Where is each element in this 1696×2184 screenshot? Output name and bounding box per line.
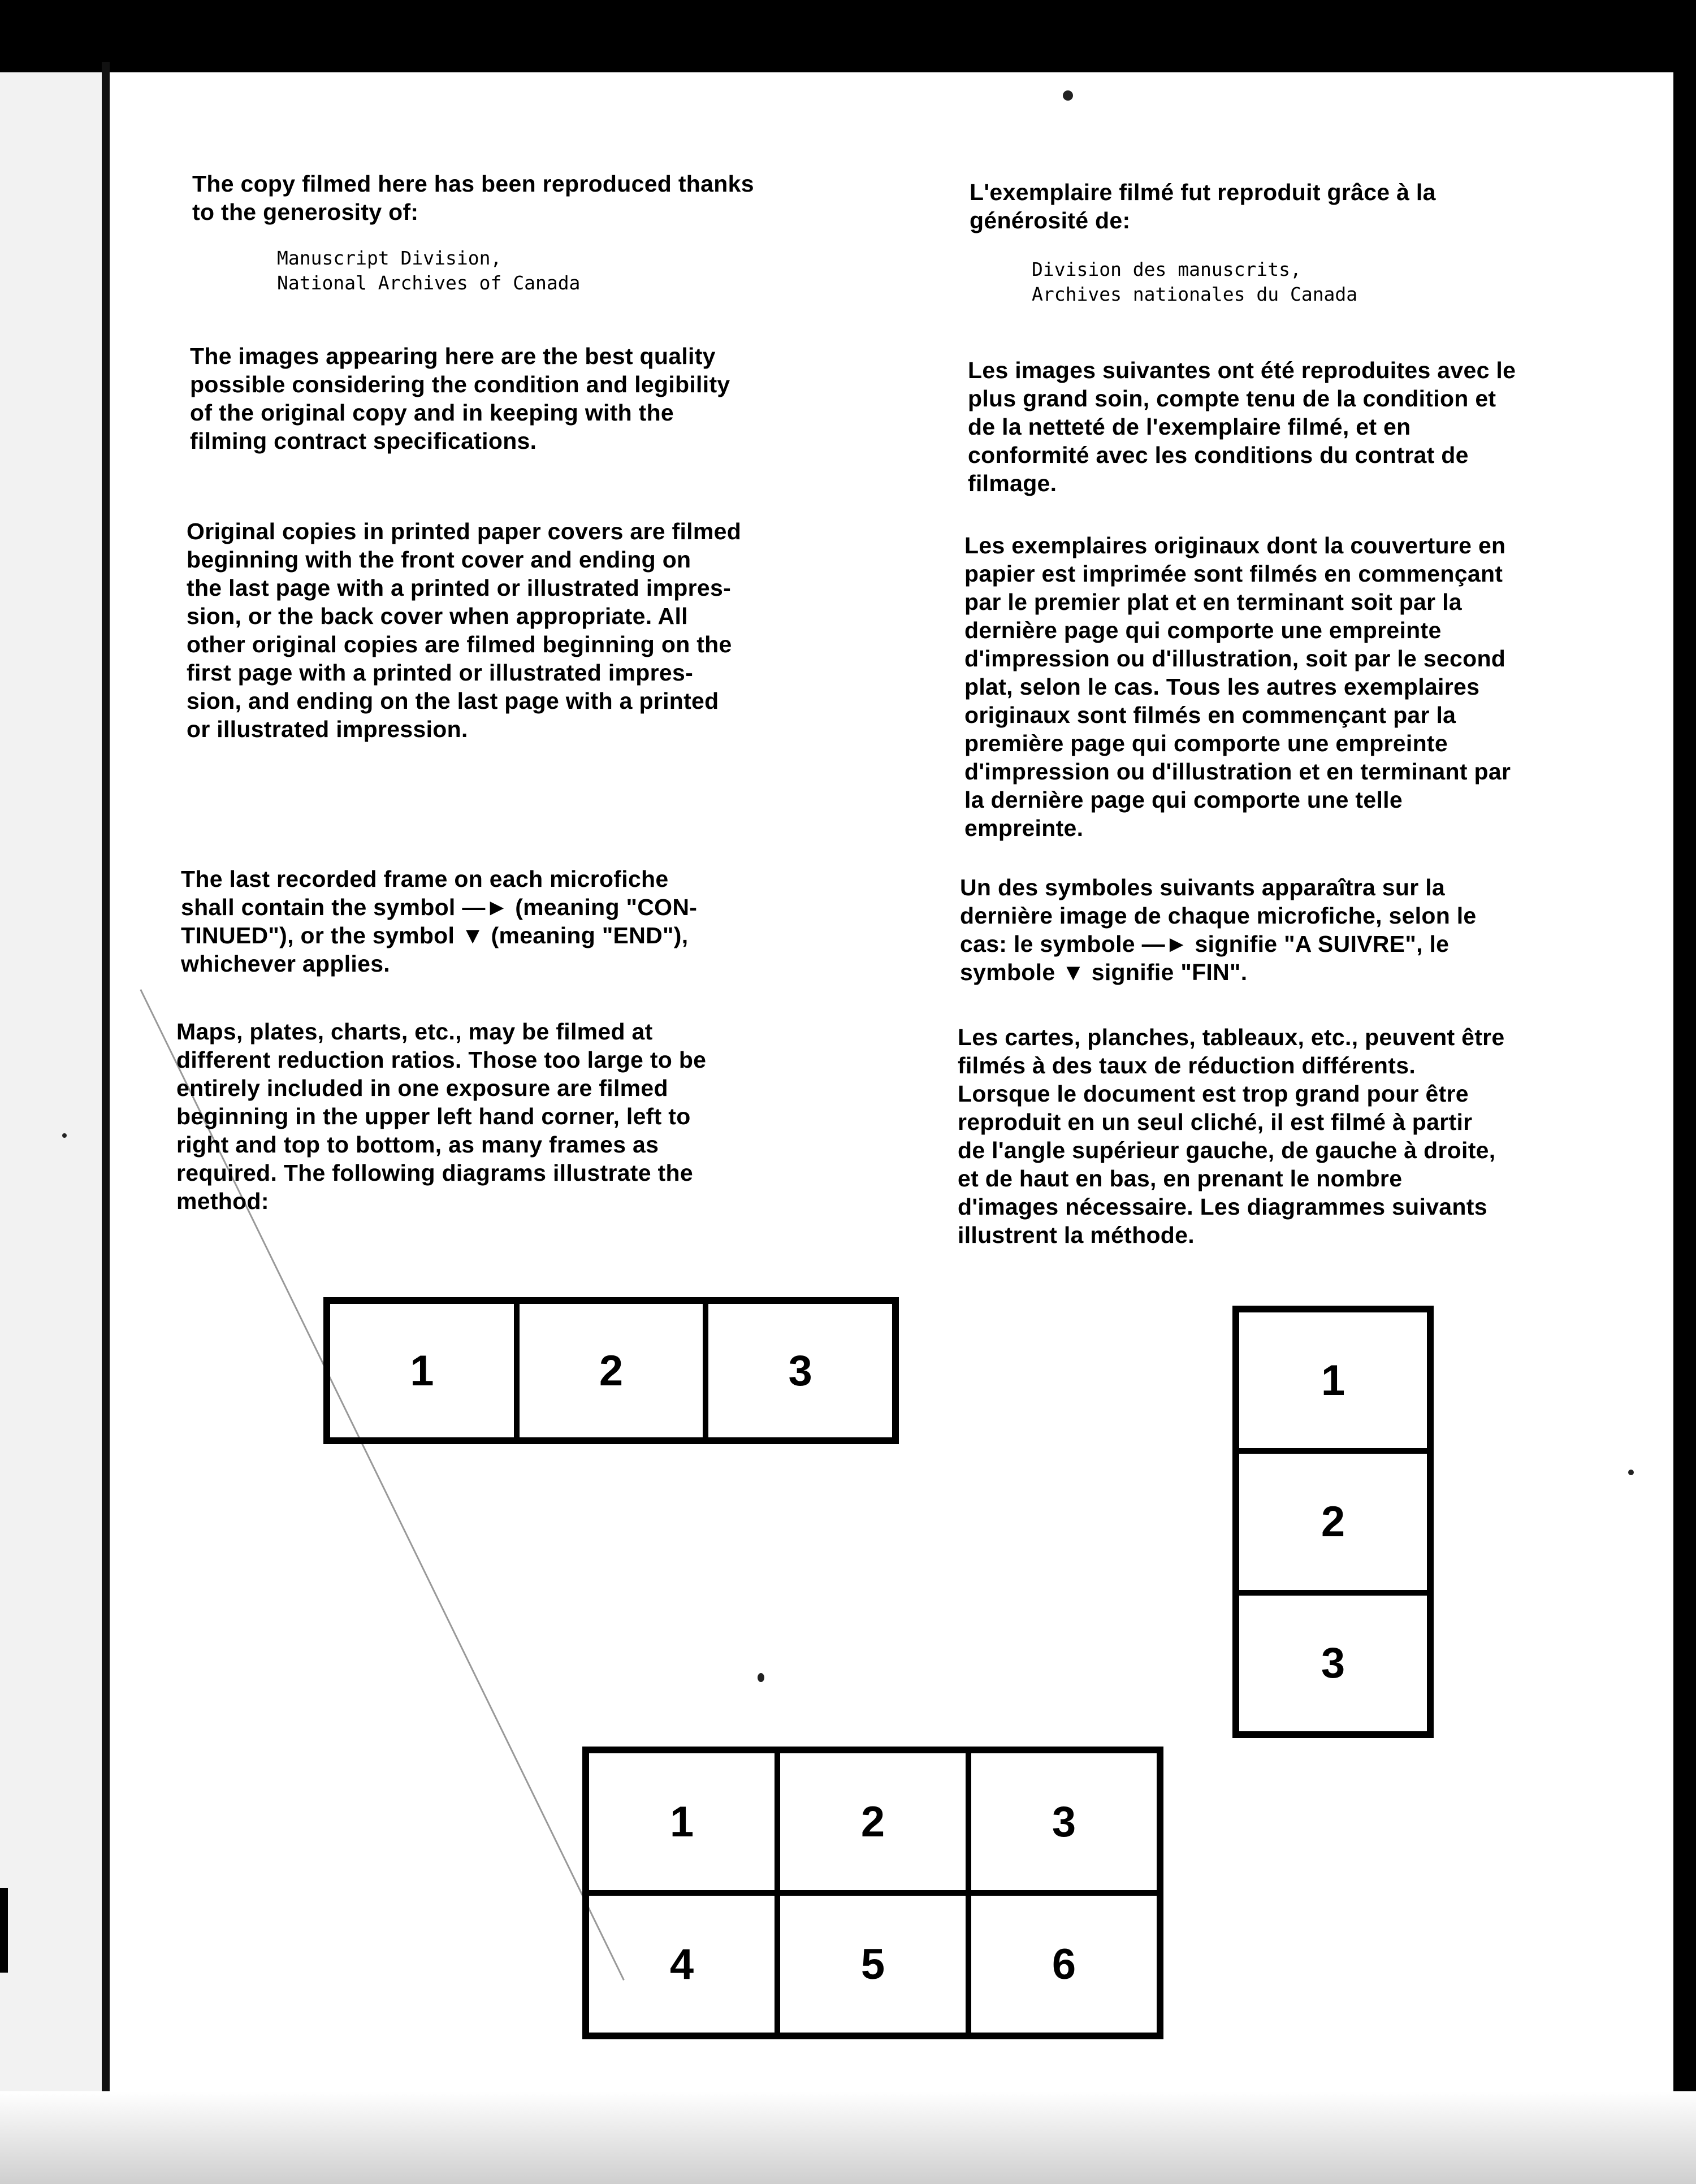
continued-arrow-icon: —► — [462, 894, 509, 920]
dust-speck — [1063, 90, 1073, 101]
diagram-cell: 3 — [1236, 1593, 1430, 1734]
dust-speck — [62, 1133, 67, 1138]
diagram-cell: 3 — [968, 1750, 1159, 1893]
french-symbols-text: signifie "A SUIVRE", le symbole — [960, 931, 1450, 985]
end-triangle-icon: ▼ — [461, 922, 484, 948]
english-original-copies-note: Original copies in printed paper covers are filmed beginning with the front cover and ending on the last page with a printed or illustrated impres- sion, or the back cover when appropriate. All other original copies are filmed beginning on the first page with a printed or illustrated impres- sion, and ending on the last page with a printed or illustrated impression. — [187, 518, 742, 742]
diagram-cell: 2 — [1236, 1451, 1430, 1592]
english-institution: Manuscript Division, National Archives of Canada — [277, 247, 581, 294]
french-quality-note: Les images suivantes ont été reproduites avec le plus grand soin, compte tenu de la condition et de la netteté de l'exemplaire filmé, et en conformité avec les conditions du contrat de filmage. — [968, 357, 1516, 496]
english-intro: The copy filmed here has been reproduced thanks to the generosity of: — [192, 171, 754, 225]
diagram-cell: 1 — [1236, 1310, 1430, 1451]
dust-speck — [1628, 1470, 1634, 1475]
continued-arrow-icon: —► — [1141, 931, 1188, 957]
french-maps-note: Les cartes, planches, tableaux, etc., peuvent être filmés à des taux de réduction différents. Lorsque le document est trop grand pour être reproduit en un seul cliché, il est filmé à partir de l'angle supérieur gauche, de gauche à droite, et de haut en bas, en prenant le nombre d'images nécessaire. Les diagrammes suivants illustrent la méthode. — [958, 1024, 1505, 1248]
diagram-cell: 2 — [777, 1750, 968, 1893]
bottom-scan-shadow — [0, 2091, 1696, 2184]
diagram-horizontal-frames — [323, 1297, 899, 1444]
diagram-cell: 6 — [968, 1893, 1159, 2035]
french-symbols-note — [960, 873, 1638, 986]
dust-speck — [758, 1673, 764, 1682]
french-symbols-text: Un des symboles suivants apparaîtra sur la dernière image de chaque microfiche, selon le cas: le symbole — [960, 874, 1477, 957]
left-edge-mark — [0, 1888, 8, 1973]
french-symbols-text: signifie "FIN". — [1085, 959, 1248, 985]
diagram-cell: 4 — [586, 1893, 777, 2035]
english-symbols-text: (meaning "END"), whichever applies. — [181, 922, 689, 977]
english-symbols-note — [181, 865, 859, 978]
french-institution: Division des manuscrits, Archives nationales du Canada — [1032, 258, 1358, 305]
end-triangle-icon: ▼ — [1062, 959, 1085, 985]
page-gutter-line — [102, 62, 110, 2097]
diagram-cell: 1 — [327, 1301, 517, 1440]
left-margin-strip — [0, 72, 102, 2184]
film-right-border — [1673, 0, 1696, 2184]
film-top-border — [0, 0, 1696, 72]
diagram-grid-frames — [582, 1747, 1163, 2039]
english-quality-note: The images appearing here are the best quality possible considering the condition and legibility of the original copy and in keeping with the filming contract specifications. — [190, 343, 730, 454]
english-symbols-text: The last recorded frame on each microfiche shall contain the symbol — [181, 866, 669, 920]
diagram-cell: 1 — [586, 1750, 777, 1893]
english-symbols-text: (meaning "CON- TINUED"), or the symbol — [181, 894, 698, 948]
french-intro: L'exemplaire filmé fut reproduit grâce à la générosité de: — [970, 179, 1436, 233]
french-original-copies-note: Les exemplaires originaux dont la couverture en papier est imprimée sont filmés en commençant par le premier plat et en terminant soit par la dernière page qui comporte une empreinte d'impression ou d'illustration, soit par le second plat, selon le cas. Tous les autres exemplaires originaux sont filmés en commençant par la première page qui comporte une empreinte d'impression ou d'illustration et en terminant par la dernière page qui comporte une telle empreinte. — [964, 532, 1511, 841]
english-maps-note: Maps, plates, charts, etc., may be filmed at different reduction ratios. Those too large to be entirely included in one exposure are filmed beginning in the upper left hand corner, left to right and top to bottom, as many frames as required. The following diagrams illustrate the method: — [176, 1019, 707, 1214]
diagram-vertical-frames — [1232, 1306, 1434, 1738]
diagram-cell: 5 — [777, 1893, 968, 2035]
diagram-cell: 3 — [706, 1301, 895, 1440]
diagram-cell: 2 — [517, 1301, 706, 1440]
